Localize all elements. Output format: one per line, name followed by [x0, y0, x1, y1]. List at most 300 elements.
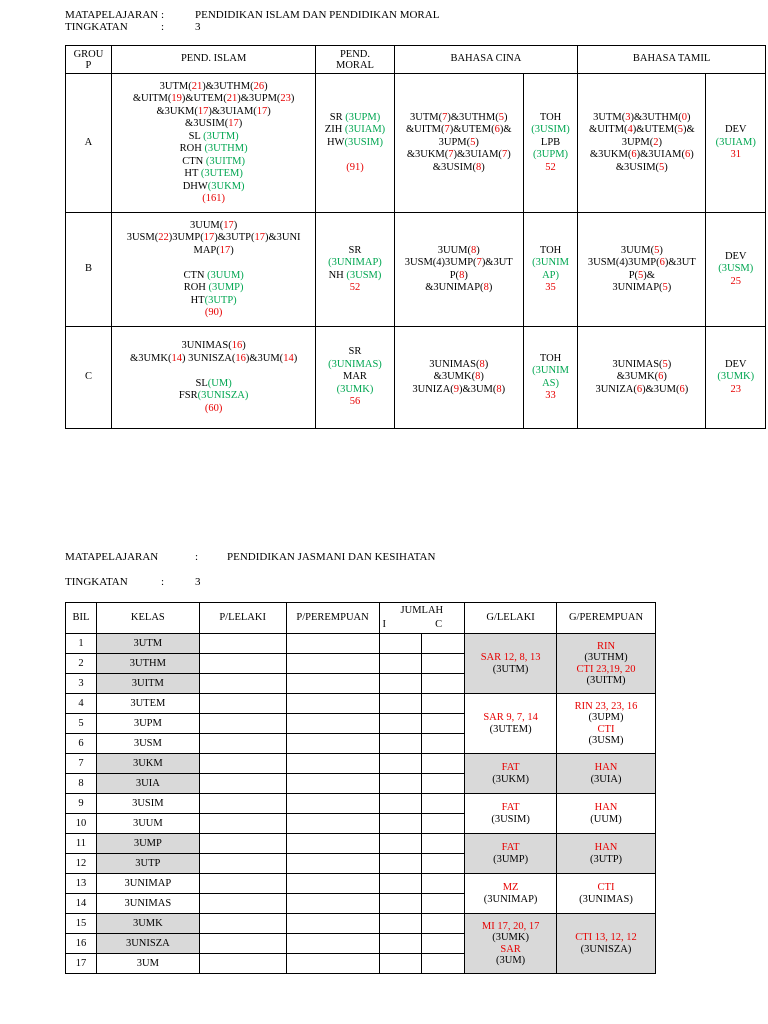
class-text: (3UITM) [586, 675, 626, 686]
cell-line [526, 365, 575, 378]
class-text: (3UTP) [589, 853, 623, 865]
class-text: &3UKM( [589, 149, 632, 161]
count-text: 17 [254, 232, 265, 243]
cell-line [708, 384, 763, 397]
glelaki-cell [465, 834, 557, 874]
cell-line [318, 112, 391, 125]
class-text: )&3UT [481, 257, 513, 268]
class-text: (3USM) [588, 735, 624, 746]
teacher-text: CTI [597, 882, 615, 893]
cell-line [580, 149, 703, 162]
count-text: 19 [171, 93, 182, 104]
teacher-text: FAT [501, 762, 520, 773]
plelaki-cell [199, 854, 286, 874]
teacher-text: CTI 13, 12, 12 [575, 932, 637, 943]
cell-line [526, 390, 575, 403]
class-text: P( [449, 269, 460, 281]
cell-line [526, 112, 575, 125]
cell-line [114, 220, 313, 233]
class-text: (3UIA) [590, 773, 622, 785]
jumlah-i-cell [379, 774, 422, 794]
class-text: ) [264, 80, 268, 92]
class-text: 3UUM( [437, 244, 472, 256]
cell-line [114, 340, 313, 353]
cell-line [526, 137, 575, 150]
pperempuan-cell [286, 934, 379, 954]
class-assignment-table [65, 602, 656, 974]
count-text: 5 [470, 136, 476, 148]
moral-cell [316, 327, 394, 429]
assigned-class-text: (3UTHM) [204, 143, 248, 154]
glelaki-cell [465, 754, 557, 794]
class-text: (3USIM) [491, 813, 530, 825]
gperempuan-cell [557, 914, 656, 974]
count-text: 17 [228, 118, 239, 129]
pperempuan-cell [286, 674, 379, 694]
teacher-text: RIN [596, 640, 616, 652]
subject-value: PENDIDIKAN ISLAM DAN PENDIDIKAN MORAL [195, 9, 440, 21]
cell-line [318, 257, 391, 270]
tamil-cell [578, 213, 706, 327]
class-text: ) [484, 358, 489, 370]
plelaki-cell [199, 674, 286, 694]
count-text: 5 [659, 161, 665, 173]
class-text: MAR [343, 371, 367, 383]
class-text: ) [475, 136, 479, 148]
cina-t-cell [523, 74, 577, 213]
class-text: &3USIM( [432, 161, 476, 173]
jumlah-i-cell [379, 794, 422, 814]
class-text: DEV [724, 250, 747, 262]
class-text: 3USM(4)3UMP( [587, 257, 660, 268]
kelas-cell: 3UITM [96, 674, 199, 694]
count-text: 56 [349, 396, 361, 408]
class-text: &UITM( [132, 93, 172, 104]
jumlah-i-cell [379, 834, 422, 854]
cell-line [708, 251, 763, 264]
count-text: 8 [475, 161, 482, 173]
cell-line [318, 270, 391, 283]
assigned-class-text: AS) [542, 377, 560, 389]
class-text: &3UKM( [406, 149, 449, 161]
jumlah-c-cell [422, 934, 465, 954]
cell-line [318, 282, 391, 295]
kelas-cell: 3USM [96, 734, 199, 754]
class-text: )&3UM( [642, 383, 680, 395]
class-text: )&UTEM( [632, 124, 678, 136]
cell-line [114, 257, 313, 270]
jumlah-c-cell [422, 954, 465, 974]
bil-cell: 15 [66, 914, 97, 934]
assigned-class-text: (UM) [207, 377, 232, 389]
jumlah-i-cell [379, 874, 422, 894]
glelaki-cell [465, 874, 557, 914]
bil-cell: 9 [66, 794, 97, 814]
assigned-class-text: (3UMK) [336, 383, 374, 395]
class-text: &3UMK( [616, 371, 659, 383]
cell-line [318, 371, 391, 384]
cell-line [580, 384, 703, 397]
class-text: DHW [182, 180, 208, 192]
count-text: 21 [191, 80, 203, 92]
bil-cell: 5 [66, 714, 97, 734]
count-text: 17 [223, 219, 234, 231]
jumlah-c-cell [422, 854, 465, 874]
class-text: )&UTEM( [449, 124, 495, 136]
cina-cell [394, 74, 523, 213]
class-text: 3UPM( [438, 136, 471, 148]
assigned-class-text: (3UMP) [208, 282, 244, 293]
bil-cell: 2 [66, 654, 97, 674]
bil-cell: 11 [66, 834, 97, 854]
cell-line [114, 193, 313, 206]
class-text: LPB [540, 136, 561, 148]
count-text: 8 [483, 282, 489, 293]
cell-line [526, 282, 575, 295]
cell-line [114, 295, 313, 308]
class-text: P( [628, 269, 639, 281]
cell-line [318, 245, 391, 258]
class-text: )&3UM( [245, 352, 284, 364]
count-text: 5 [498, 111, 504, 123]
count-text: 17 [219, 244, 231, 256]
class-text: ) [476, 244, 480, 256]
class-text: )&3UM( [459, 383, 497, 395]
teacher-text: MZ [502, 882, 519, 893]
kelas-cell: 3UTEM [96, 694, 199, 714]
class-text: ) [667, 282, 672, 293]
cell-line [397, 257, 521, 270]
class-text: TOH [539, 111, 562, 123]
cell-line [397, 137, 521, 150]
count-text: 6 [685, 149, 691, 161]
cell-line [318, 124, 391, 137]
cell-line [526, 162, 575, 175]
header-group: GROU P [66, 46, 112, 74]
assigned-class-text: (3UKM) [207, 180, 245, 192]
jumlah-c-cell [422, 714, 465, 734]
cell-line [526, 378, 575, 391]
class-text: ) [663, 371, 667, 383]
class-text: (3UMP) [493, 853, 529, 865]
kelas-cell: 3UMK [96, 914, 199, 934]
pperempuan-cell [286, 794, 379, 814]
gperempuan-cell [557, 794, 656, 834]
count-text: 8 [496, 383, 502, 395]
cell-line [580, 371, 703, 384]
class-text: 3UTM( [410, 111, 443, 123]
teacher-text: SAR 12, 8, 13 [480, 652, 541, 663]
jumlah-i-cell [379, 674, 422, 694]
count-text: 52 [349, 282, 361, 293]
teacher-text: HAN [594, 762, 618, 773]
class-text: )3UMP( [168, 232, 204, 243]
plelaki-cell [199, 954, 286, 974]
subject-label: MATAPELAJARAN [65, 551, 159, 563]
glelaki-cell [465, 694, 557, 754]
jumlah-i-cell [379, 814, 422, 834]
section1-header [65, 9, 765, 37]
cell-line [580, 137, 703, 150]
bil-cell: 17 [66, 954, 97, 974]
kelas-cell: 3UTP [96, 854, 199, 874]
class-text: &UITM( [405, 124, 445, 136]
class-text: 3UNIZA( [412, 383, 454, 395]
cell-line [318, 149, 391, 162]
count-text: 14 [283, 352, 294, 364]
cell-line [397, 270, 521, 283]
pperempuan-cell [286, 914, 379, 934]
class-text: )& [643, 269, 655, 281]
class-text: ) [658, 136, 662, 148]
cell-line [397, 359, 521, 372]
header-gperempuan: G/PEREMPUAN [557, 603, 656, 634]
kelas-cell: 3UNIMAP [96, 874, 199, 894]
cina-t-cell [523, 327, 577, 429]
class-text: TOH [539, 244, 562, 256]
class-text: (3UM) [496, 955, 526, 966]
class-text: (3UKM) [492, 773, 529, 785]
group-cell: C [66, 327, 112, 429]
cell-line [580, 257, 703, 270]
table-row [66, 914, 656, 934]
class-text: ) [238, 118, 243, 129]
cell-line [708, 137, 763, 150]
class-text: &3UMK( [130, 352, 172, 364]
count-text: 7 [501, 149, 508, 161]
cell-line [526, 257, 575, 270]
count-text: 5 [662, 358, 668, 370]
class-text: ) [684, 383, 689, 395]
cell-line [526, 353, 575, 366]
plelaki-cell [199, 654, 286, 674]
assigned-class-text: (3UTEM) [200, 168, 243, 179]
class-text: MAP( [193, 244, 220, 256]
level-value: 3 [195, 576, 201, 588]
assigned-class-text: (3UITM) [205, 155, 245, 167]
cell-line [114, 93, 313, 106]
jumlah-c-cell [422, 834, 465, 854]
jumlah-label: JUMLAH [400, 605, 444, 616]
kelas-cell: 3UMP [96, 834, 199, 854]
class-text: )&UTEM( [181, 93, 227, 104]
plelaki-cell [199, 754, 286, 774]
count-text: 14 [171, 352, 182, 364]
pperempuan-cell [286, 814, 379, 834]
count-text: 21 [226, 93, 238, 104]
level-label: TINGKATAN [65, 21, 128, 33]
cell-line [114, 353, 313, 366]
class-text: 3UUM( [190, 219, 224, 231]
group-cell: B [66, 213, 112, 327]
table-row [66, 794, 656, 814]
cell-line [318, 396, 391, 409]
jumlah-i-cell [379, 954, 422, 974]
class-text: &3UKM( [156, 105, 198, 117]
count-text: 8 [479, 358, 485, 370]
kelas-cell: 3UNISZA [96, 934, 199, 954]
tamil-t-cell [706, 327, 766, 429]
plelaki-cell [199, 814, 286, 834]
class-text: (3UMK) [492, 932, 529, 943]
class-text: (3UNIMAP) [483, 893, 538, 905]
count-text: 8 [459, 269, 465, 281]
cell-line [114, 365, 313, 378]
cell-line [580, 282, 703, 295]
cell-line [580, 245, 703, 258]
class-text: )& [682, 124, 695, 136]
plelaki-cell [199, 794, 286, 814]
class-text: ) [664, 161, 668, 173]
teacher-text: SAR [500, 943, 521, 955]
count-text: 5 [654, 244, 660, 256]
class-text: (3UPM) [588, 712, 624, 723]
header-row [66, 603, 656, 634]
class-text [354, 149, 357, 160]
moral-cell [316, 74, 394, 213]
count-text: 17 [256, 105, 268, 117]
pperempuan-cell [286, 654, 379, 674]
class-text: 3UNIZA( [595, 383, 637, 395]
table-row [66, 874, 656, 894]
assigned-class-text: (3UNIMAP) [328, 257, 382, 268]
class-text: FSR [178, 390, 198, 401]
class-text: )&3UTHM( [630, 111, 682, 123]
count-text: 7 [448, 149, 454, 161]
class-text: 3USM(4)3UMP( [404, 257, 477, 268]
pperempuan-cell [286, 734, 379, 754]
assigned-class-text: (3USIM) [344, 136, 383, 148]
class-text: ROH [179, 143, 205, 154]
count-text: 22 [158, 232, 169, 243]
gperempuan-cell [557, 874, 656, 914]
class-text: (3UTEM) [489, 723, 532, 735]
cell-line [580, 162, 703, 175]
class-text: 3USM( [126, 232, 159, 243]
class-text: DEV [724, 358, 747, 370]
class-text: ) [687, 111, 691, 123]
count-text: 17 [197, 105, 209, 117]
header-islam: PEND. ISLAM [111, 46, 315, 74]
class-text: ) [481, 161, 485, 173]
class-text: ) [230, 244, 234, 256]
cell-line [580, 270, 703, 283]
count-text: 4 [627, 124, 633, 136]
assigned-class-text: (3UTP) [204, 294, 237, 306]
jumlah-i-cell [379, 914, 422, 934]
cell-line [114, 168, 313, 181]
class-text: (UUM) [590, 813, 622, 825]
kelas-cell: 3USIM [96, 794, 199, 814]
subject-value: PENDIDIKAN JASMANI DAN KESIHATAN [227, 551, 436, 563]
class-text: NH [328, 269, 347, 281]
assigned-class-text: (3UPM) [345, 111, 381, 123]
class-text [212, 365, 215, 376]
plelaki-cell [199, 694, 286, 714]
cell-line [526, 124, 575, 137]
bil-cell: 12 [66, 854, 97, 874]
cell-line [114, 156, 313, 169]
class-text: )&3UT [664, 257, 696, 268]
cell-line [708, 263, 763, 276]
kelas-cell: 3UNIMAS [96, 894, 199, 914]
jumlah-c-cell [422, 694, 465, 714]
glelaki-cell [465, 634, 557, 694]
count-text: 23 [730, 383, 741, 395]
pperempuan-cell [286, 714, 379, 734]
class-text: CTN [182, 155, 206, 167]
class-text: ) [659, 244, 663, 256]
jumlah-c-cell [422, 874, 465, 894]
level-value: 3 [195, 21, 201, 33]
cell-line [318, 384, 391, 397]
class-text: SL [195, 377, 208, 389]
jumlah-i-cell [379, 894, 422, 914]
cell-line [318, 137, 391, 150]
assigned-class-text: (3USM) [718, 263, 754, 275]
count-text: 26 [253, 80, 265, 92]
class-text: ZIH [324, 124, 345, 136]
class-text: ) [233, 219, 238, 231]
count-text: 5 [638, 269, 644, 281]
subject-label: MATAPELAJARAN : [65, 9, 165, 21]
jumlah-i-cell [379, 934, 422, 954]
count-text: 31 [730, 149, 741, 161]
plelaki-cell [199, 894, 286, 914]
class-text: &3USIM( [185, 118, 229, 129]
assigned-class-text: (3UNIM [532, 257, 569, 268]
cina-t-cell [523, 213, 577, 327]
class-text: TOH [539, 352, 562, 364]
cell-line [397, 384, 521, 397]
cell-line [114, 270, 313, 283]
bil-cell: 10 [66, 814, 97, 834]
pperempuan-cell [286, 954, 379, 974]
bil-cell: 1 [66, 634, 97, 654]
count-text: 17 [203, 232, 215, 243]
table-row [66, 834, 656, 854]
class-text: DEV [724, 124, 747, 136]
bil-cell: 13 [66, 874, 97, 894]
glelaki-cell [465, 794, 557, 834]
pperempuan-cell [286, 694, 379, 714]
class-text: )&3UTP( [214, 232, 255, 243]
group-row [66, 327, 766, 429]
cell-line [526, 149, 575, 162]
assigned-class-text: (3UIAM) [344, 124, 386, 136]
kelas-cell: 3UIA [96, 774, 199, 794]
count-text: 0 [681, 111, 688, 123]
jumlah-c-cell [422, 674, 465, 694]
jumlah-c-cell [422, 814, 465, 834]
jumlah-i-cell [379, 634, 422, 654]
gperempuan-cell [557, 834, 656, 874]
jumlah-c-cell [422, 754, 465, 774]
class-text: ) [503, 111, 508, 123]
pperempuan-cell [286, 874, 379, 894]
class-text: SR [329, 111, 346, 123]
cell-line [580, 112, 703, 125]
class-text: SR [348, 346, 362, 358]
class-text: ) [464, 269, 468, 281]
class-text: ) [242, 340, 246, 351]
bil-cell: 4 [66, 694, 97, 714]
bil-cell: 14 [66, 894, 97, 914]
cell-line [397, 112, 521, 125]
cell-line [397, 282, 521, 295]
islam-cell [111, 327, 315, 429]
gperempuan-cell [557, 634, 656, 694]
